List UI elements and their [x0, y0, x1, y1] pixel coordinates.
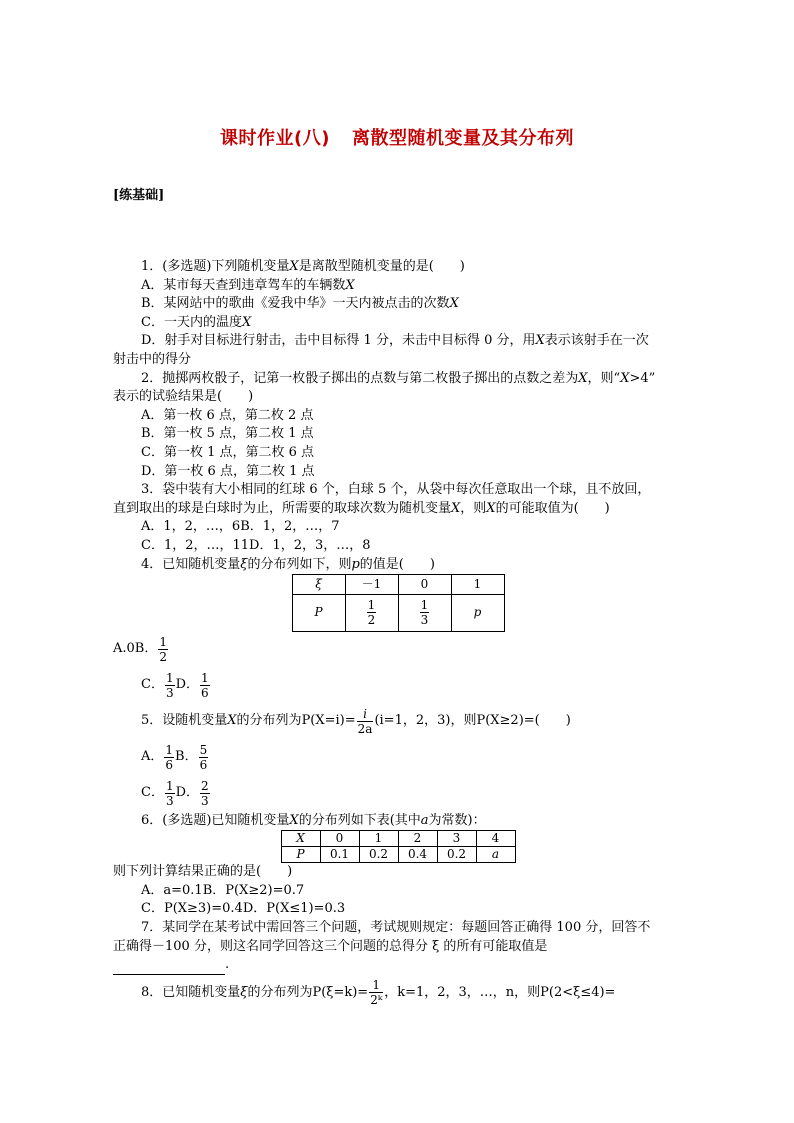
table-cell: P: [281, 847, 320, 863]
question-2-option-d: D．第一枚 6 点，第二枚 1 点: [141, 463, 315, 479]
table-cell: 0.1: [320, 847, 359, 863]
fraction: $\frac{2}{3}$: [201, 779, 209, 809]
question-6-distribution-table: [281, 830, 516, 863]
table-cell: [398, 594, 451, 631]
table-cell: 1: [359, 831, 398, 847]
table-cell: 0: [398, 575, 451, 595]
question-3-options-ab: A．1，2，…，6B．1，2，…，7: [141, 519, 340, 535]
question-4-options-ab: A.0B． $\frac{1}{2}$: [113, 635, 167, 665]
question-1-stem: 1．(多选题)下列随机变量X是离散型随机变量的是( ): [141, 259, 465, 274]
fraction: $\frac{1}{3}$: [165, 671, 174, 701]
fraction: $\frac{1}{\text{2ᵏ}}$: [370, 978, 383, 1008]
question-1-option-d: D．射手对目标进行射击，击中目标得 1 分，未击中目标得 0 分，用X表示该射手在一次: [141, 333, 649, 349]
title-left: 课时作业(八): [220, 128, 330, 149]
question-1-option-d-cont: 射击中的得分: [113, 351, 192, 367]
question-1-option-a: A．某市每天查到违章驾车的车辆数X: [141, 277, 355, 293]
question-5-options-cd: C． $\frac{1}{3}$ D． $\frac{2}{3}$: [141, 779, 209, 809]
question-8-stem: 8．已知随机变量 ξ 的分布列为 P(ξ=k)= $\frac{1}{\text{2ᵏ}}$ ，k=1，2，3，…，n，则 P(2<ξ≤4)=: [141, 978, 616, 1008]
question-3-options-cd: C．1，2，…，11D．1，2，3，…，8: [141, 537, 371, 553]
table-cell: 0.2: [437, 847, 476, 863]
page-title: [0, 124, 794, 150]
table-cell: [345, 594, 398, 631]
table-cell: －1: [345, 575, 398, 595]
fraction: $\frac{1}{2}$: [159, 635, 167, 665]
question-1-option-b: B．某网站中的歌曲《爱我中华》一天内被点击的次数X: [141, 296, 459, 312]
question-2-option-a: A．第一枚 6 点，第二枚 2 点: [141, 407, 314, 423]
question-4-stem: 4．已知随机变量ξ的分布列如下，则p的值是( ): [141, 556, 435, 572]
table-cell: X: [281, 831, 320, 847]
table-cell: 2: [398, 831, 437, 847]
question-6-stem: 6．(多选题)已知随机变量X的分布列如下表(其中a为常数)：: [141, 812, 486, 828]
fraction: $\frac{1}{6}$: [165, 743, 174, 773]
fraction: $\frac{i}{2a}$: [357, 707, 373, 737]
question-3-stem: 3．袋中装有大小相同的红球 6 个，白球 5 个，从袋中每次任意取出一个球，且不放回，: [141, 482, 651, 498]
fraction: $\frac{1}{3}$: [165, 779, 174, 809]
question-2-option-c: C．第一枚 1 点，第二枚 6 点: [141, 444, 315, 460]
title-right: 离散型随机变量及其分布列: [351, 128, 574, 149]
table-cell: a: [476, 847, 515, 863]
table-cell: 4: [476, 831, 515, 847]
fraction: $\frac{1}{3}$: [420, 598, 429, 628]
question-6-options-ab: A．a=0.1B．P(X≥2)=0.7: [141, 882, 305, 898]
question-4-options-cd: C． $\frac{1}{3}$ D． $\frac{1}{6}$: [141, 671, 209, 701]
table-cell: P: [292, 594, 345, 631]
table-cell: 1: [451, 575, 504, 595]
table-cell: 0.4: [398, 847, 437, 863]
question-7-stem: 7．某同学在某考试中需回答三个问题，考试规则规定：每题回答正确得 100 分，回答不: [141, 920, 651, 936]
answer-blank[interactable]: [113, 962, 225, 975]
question-4-distribution-table: [292, 574, 505, 632]
table-cell: p: [451, 594, 504, 631]
question-6-prompt: 则下列计算结果正确的是( ): [113, 864, 293, 880]
fraction: $\frac{1}{2}$: [367, 598, 376, 628]
question-5-options-ab: A． $\frac{1}{6}$ B． $\frac{5}{6}$: [141, 743, 208, 773]
fraction: $\frac{5}{6}$: [199, 743, 208, 773]
fraction: $\frac{1}{6}$: [201, 671, 209, 701]
table-cell: ξ: [292, 575, 345, 595]
question-5-stem: 5．设随机变量 X 的分布列为 P(X=i)= $\frac{i}{2a}$ (i=1，2，3)，则 P(X≥2)=( ): [141, 707, 571, 737]
question-2-stem-cont: 表示的试验结果是( ): [113, 389, 254, 405]
question-list: [113, 258, 683, 1011]
table-cell: 0.2: [359, 847, 398, 863]
question-7-stem-cont: 正确得－100 分，则这名同学回答这三个问题的总得分 ξ 的所有可能取值是: [113, 938, 548, 954]
section-heading: [练基础]: [113, 188, 165, 203]
question-2-stem: 2．抛掷两枚骰子，记第一枚骰子掷出的点数与第二枚骰子掷出的点数之差为X，则“X>4”: [141, 370, 656, 386]
table-cell: 3: [437, 831, 476, 847]
question-2-option-b: B．第一枚 5 点，第二枚 1 点: [141, 426, 314, 442]
table-cell: 0: [320, 831, 359, 847]
question-3-stem-cont: 直到取出的球是白球时为止，所需要的取球次数为随机变量X，则X的可能取值为( ): [113, 500, 610, 516]
question-1-option-c: C．一天内的温度X: [141, 314, 252, 330]
question-6-options-cd: C．P(X≥3)=0.4D．P(X≤1)=0.3: [141, 901, 346, 917]
question-7-answer-line: .: [113, 956, 683, 975]
